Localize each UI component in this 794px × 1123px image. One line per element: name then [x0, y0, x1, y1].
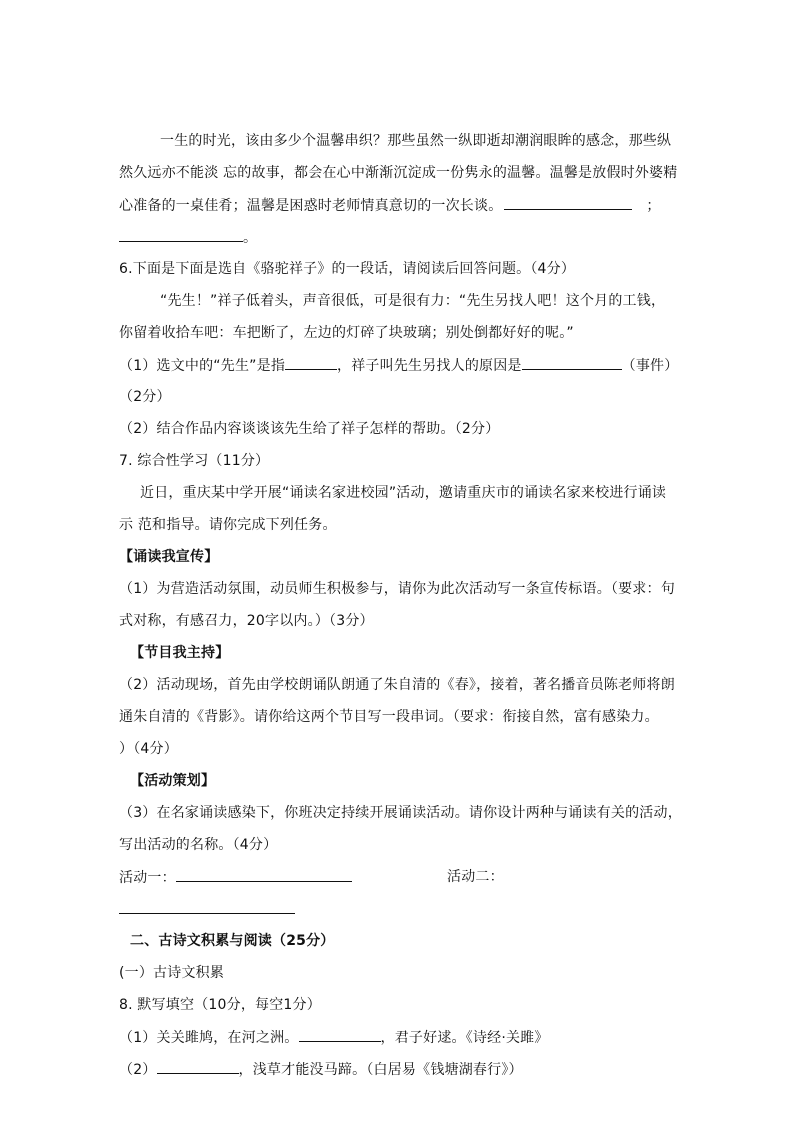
- answer-blank[interactable]: [522, 355, 622, 370]
- q7-sec3-line-2: 写出活动的名称。（4分）: [119, 837, 278, 853]
- q6-sub1: [119, 355, 678, 376]
- part-two-subtitle: (一）古诗文积累: [119, 965, 225, 981]
- passage-line-2: 然久远亦不能淡 忘的故事，都会在心中渐渐沉淀成一份隽永的温馨。温馨是放假时外婆精: [119, 165, 678, 181]
- q7-title: 7. 综合性学习（11分）: [119, 453, 270, 469]
- q6-sub1-score: （2分）: [119, 389, 171, 405]
- q8-item-1-text-a: （1）关关雎鸠，在河之洲。: [119, 1030, 299, 1046]
- q7-intro-line-1: 近日，重庆某中学开展“诵读名家进校园”活动，邀请重庆市的诵读名家来校进行诵读: [140, 485, 667, 501]
- q8-item-1: [119, 1027, 549, 1048]
- passage-line-4: [119, 227, 257, 248]
- answer-blank[interactable]: [299, 1027, 381, 1042]
- activity-one-label: 活动一：: [119, 870, 176, 886]
- q8-item-1-text-b: ，君子好逑。《诗经·关雎》: [380, 1030, 549, 1046]
- answer-blank[interactable]: [119, 227, 243, 242]
- q7-sec1-line-1: （1）为营造活动氛围，动员师生积极参与，请你为此次活动写一条宣传标语。（要求：句: [119, 581, 675, 597]
- q7-sec3-line-1: （3）在名家诵读感染下，你班决定持续开展诵读活动。请你设计两种与诵读有关的活动，: [119, 805, 682, 821]
- answer-blank[interactable]: [176, 867, 352, 882]
- activity-two-line: [119, 899, 295, 920]
- activity-one: [119, 867, 352, 888]
- q6-title: 6.下面是下面是选自《骆驼祥子》的一段话，请阅读后回答问题。（4分）: [119, 261, 576, 277]
- period: 。: [243, 230, 258, 246]
- q7-sec1-line-2: 式对称，有感召力，20字以内。）（3分）: [119, 613, 374, 629]
- semicolon: ；: [646, 198, 661, 214]
- section-title-host: 【节目我主持】: [130, 645, 230, 661]
- q6-sub1-text-c: （事件）: [621, 358, 679, 374]
- q7-sec2-line-3: ）（4分）: [119, 741, 178, 757]
- section-title-planning: 【活动策划】: [130, 773, 216, 789]
- q8-item-2-text-a: （2）: [119, 1062, 157, 1078]
- activity-two-label: 活动二：: [447, 869, 504, 885]
- passage-line-3-text: 心准备的一桌佳肴；温馨是困惑时老师情真意切的一次长谈。: [119, 198, 503, 214]
- q6-sub1-text-a: （1）选文中的“先生”是指: [119, 358, 286, 374]
- answer-blank[interactable]: [504, 195, 632, 210]
- q6-sub1-text-b: ，祥子叫先生另找人的原因是: [337, 358, 522, 374]
- q7-sec2-line-2: 通朱自清的《背影》。请你给这两个节目写一段串词。（要求：衔接自然，富有感染力。: [119, 709, 659, 725]
- passage-line-1: 一生的时光，该由多少个温馨串织？那些虽然一纵即逝却潮润眼眸的感念，那些纵: [160, 133, 672, 149]
- answer-blank[interactable]: [119, 899, 295, 914]
- q6-sub2: （2）结合作品内容谈谈该先生给了祥子怎样的帮助。（2分）: [119, 421, 500, 437]
- q8-item-2-text-b: ，浅草才能没马蹄。（白居易《钱塘湖春行》）: [238, 1062, 523, 1078]
- q7-intro-line-2: 示 范和指导。请你完成下列任务。: [119, 517, 337, 533]
- q7-sec2-line-1: （2）活动现场，首先由学校朗诵队朗通了朱自清的《春》，接着，著名播音员陈老师将朗: [119, 677, 675, 693]
- part-two-title: 二、古诗文积累与阅读（25分）: [130, 933, 335, 949]
- q6-quote-line-2: 你留着收拾车吧：车把断了，左边的灯碎了块玻璃；别处倒都好好的呢。”: [119, 325, 574, 341]
- answer-blank[interactable]: [285, 355, 337, 370]
- q8-title: 8. 默写填空（10分，每空1分）: [119, 997, 321, 1013]
- passage-line-3: [119, 195, 661, 216]
- section-title-publicity: 【诵读我宣传】: [119, 549, 219, 565]
- q8-item-2: [119, 1059, 523, 1080]
- q6-quote-line-1: “先生！”祥子低着头，声音很低，可是很有力：“先生另找人吧！这个月的工钱，: [160, 293, 666, 309]
- answer-blank[interactable]: [157, 1059, 239, 1074]
